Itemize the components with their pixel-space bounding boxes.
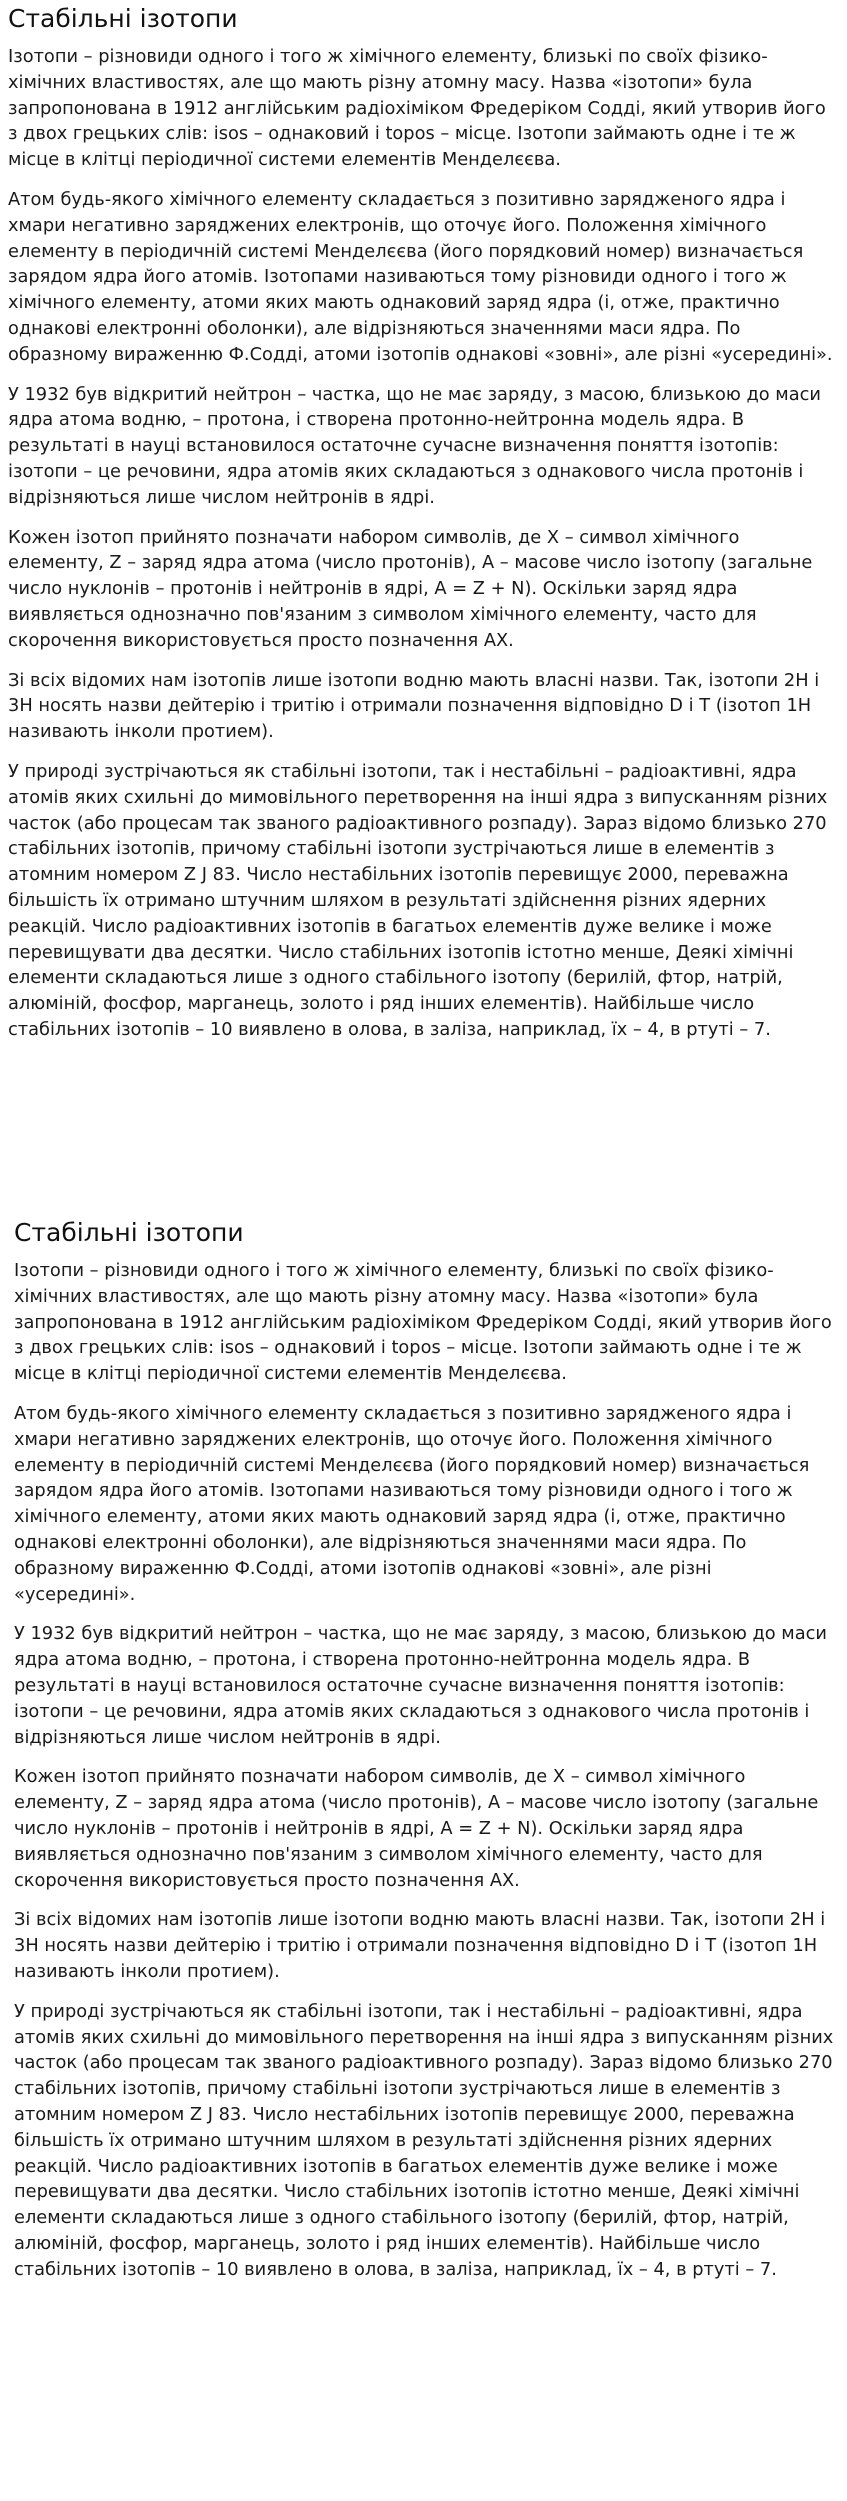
- article-paragraph-4: Кожен ізотоп прийнято позначати набором символів, де X – символ хімічного елементу, Z – заряд ядра атома (число протонів), A – масове число ізотопу (загальне число нуклонів – протонів і нейтронів в ядрі, A = Z + N). Оскільки заряд ядра виявляється однозначно пов'язаним з символом хімічного елементу, часто для скорочення використовується просто позначення AX.: [14, 1766, 819, 1891]
- article-paragraph-1: Ізотопи – різновиди одного і того ж хімічного елементу, близькі по своїх фізико-хімічних властивостях, але що мають різну атомну масу. Назва «ізотопи» була запропонована в 1912 англійським радіохіміком Фредеріком Содді, який утворив його з двох грецьких слів: isos – однаковий і topos – місце. Ізотопи займають одне і те ж місце в клітці періодичної системи елементів Менделєєва.: [14, 1260, 832, 1385]
- article-paragraph-2: Атом будь-якого хімічного елементу складається з позитивно зарядженого ядра і хмари негативно заряджених електронів, що оточує його. Положення хімічного елементу в періодичній системі Менделєєва (його порядковий номер) визначається зарядом ядра його атомів. Ізотопами називаються тому різновиди одного і того ж хімічного елементу, атоми яких мають однаковий заряд ядра (і, отже, практично однакові електронні оболонки), але відрізняються значеннями маси ядра. По образному вираженню Ф.Содді, атоми ізотопів однакові «зовні», але різні «усередині».: [14, 1402, 810, 1605]
- article-paragraph-1: Ізотопи – різновиди одного і того ж хімічного елементу, близькі по своїх фізико-хімічних властивостях, але що мають різну атомну масу. Назва «ізотопи» була запропонована в 1912 англійським радіохіміком Фредеріком Содді, який утворив його з двох грецьких слів: isos – однаковий і topos – місце. Ізотопи займають одне і те ж місце в клітці періодичної системи елементів Менделєєва.: [8, 46, 826, 171]
- article-title: Стабільні ізотопи: [14, 1218, 244, 1247]
- article-copy-1: [8, 4, 834, 1057]
- article-paragraph-3: У 1932 був відкритий нейтрон – частка, що не має заряду, з масою, близькою до маси ядра атома водню, – протона, і створена протонно-нейтронна модель ядра. В результаті в науці встановилося остаточне сучасне визначення поняття ізотопів: ізотопи – це речовини, ядра атомів яких складаються з однакового числа протонів і відрізняються лише числом нейтронів в ядрі.: [14, 1623, 827, 1748]
- article-copy-2: [14, 1218, 836, 2296]
- article-paragraph-5: Зі всіх відомих нам ізотопів лише ізотопи водню мають власні назви. Так, ізотопи 2H і 3H носять назви дейтерію і тритію і отримали позначення відповідно D і T (ізотоп 1H називають інколи протием).: [14, 1909, 826, 1982]
- article-paragraph-6: У природі зустрічаються як стабільні ізотопи, так і нестабільні – радіоактивні, ядра атомів яких схильні до мимовільного перетворення на інші ядра з випусканням різних часток (або процесам так званого радіоактивного розпаду). Зараз відомо близько 270 стабільних ізотопів, причому стабільні ізотопи зустрічаються лише в елементів з атомним номером Z J 83. Число нестабільних ізотопів перевищує 2000, переважна більшість їх отримано штучним шляхом в результаті здійснення різних ядерних реакцій. Число радіоактивних ізотопів в багатьох елементів дуже велике і може перевищувати два десятки. Число стабільних ізотопів істотно менше, Деякі хімічні елементи складаються лише з одного стабільного ізотопу (берилій, фтор, натрій, алюміній, фосфор, марганець, золото і ряд інших елементів). Найбільше число стабільних ізотопів – 10 виявлено в олова, в заліза, наприклад, їх – 4, в ртуті – 7.: [8, 760, 828, 1040]
- article-paragraph-3: У 1932 був відкритий нейтрон – частка, що не має заряду, з масою, близькою до маси ядра атома водню, – протона, і створена протонно-нейтронна модель ядра. В результаті в науці встановилося остаточне сучасне визначення поняття ізотопів: ізотопи – це речовини, ядра атомів яких складаються з однакового числа протонів і відрізняються лише числом нейтронів в ядрі.: [8, 383, 821, 508]
- article-paragraph-2: Атом будь-якого хімічного елементу складається з позитивно зарядженого ядра і хмари негативно заряджених електронів, що оточує його. Положення хімічного елементу в періодичній системі Менделєєва (його порядковий номер) визначається зарядом ядра його атомів. Ізотопами називаються тому різновиди одного і того ж хімічного елементу, атоми яких мають однаковий заряд ядра (і, отже, практично однакові електронні оболонки), але відрізняються значеннями маси ядра. По образному вираженню Ф.Содді, атоми ізотопів однакові «зовні», але різні «усередині».: [8, 188, 833, 365]
- article-paragraph-5: Зі всіх відомих нам ізотопів лише ізотопи водню мають власні назви. Так, ізотопи 2H і 3H носять назви дейтерію і тритію і отримали позначення відповідно D і T (ізотоп 1H називають інколи протием).: [8, 669, 820, 743]
- article-title: Стабільні ізотопи: [8, 4, 238, 33]
- article-paragraph-4: Кожен ізотоп прийнято позначати набором символів, де X – символ хімічного елементу, Z – заряд ядра атома (число протонів), A – масове число ізотопу (загальне число нуклонів – протонів і нейтронів в ядрі, A = Z + N). Оскільки заряд ядра виявляється однозначно пов'язаним з символом хімічного елементу, часто для скорочення використовується просто позначення AX.: [8, 526, 813, 651]
- article-paragraph-6: У природі зустрічаються як стабільні ізотопи, так і нестабільні – радіоактивні, ядра атомів яких схильні до мимовільного перетворення на інші ядра з випусканням різних часток (або процесам так званого радіоактивного розпаду). Зараз відомо близько 270 стабільних ізотопів, причому стабільні ізотопи зустрічаються лише в елементів з атомним номером Z J 83. Число нестабільних ізотопів перевищує 2000, переважна більшість їх отримано штучним шляхом в результаті здійснення різних ядерних реакцій. Число радіоактивних ізотопів в багатьох елементів дуже велике і може перевищувати два десятки. Число стабільних ізотопів істотно менше, Деякі хімічні елементи складаються лише з одного стабільного ізотопу (берилій, фтор, натрій, алюміній, фосфор, марганець, золото і ряд інших елементів). Найбільше число стабільних ізотопів – 10 виявлено в олова, в заліза, наприклад, їх – 4, в ртуті – 7.: [14, 2000, 834, 2280]
